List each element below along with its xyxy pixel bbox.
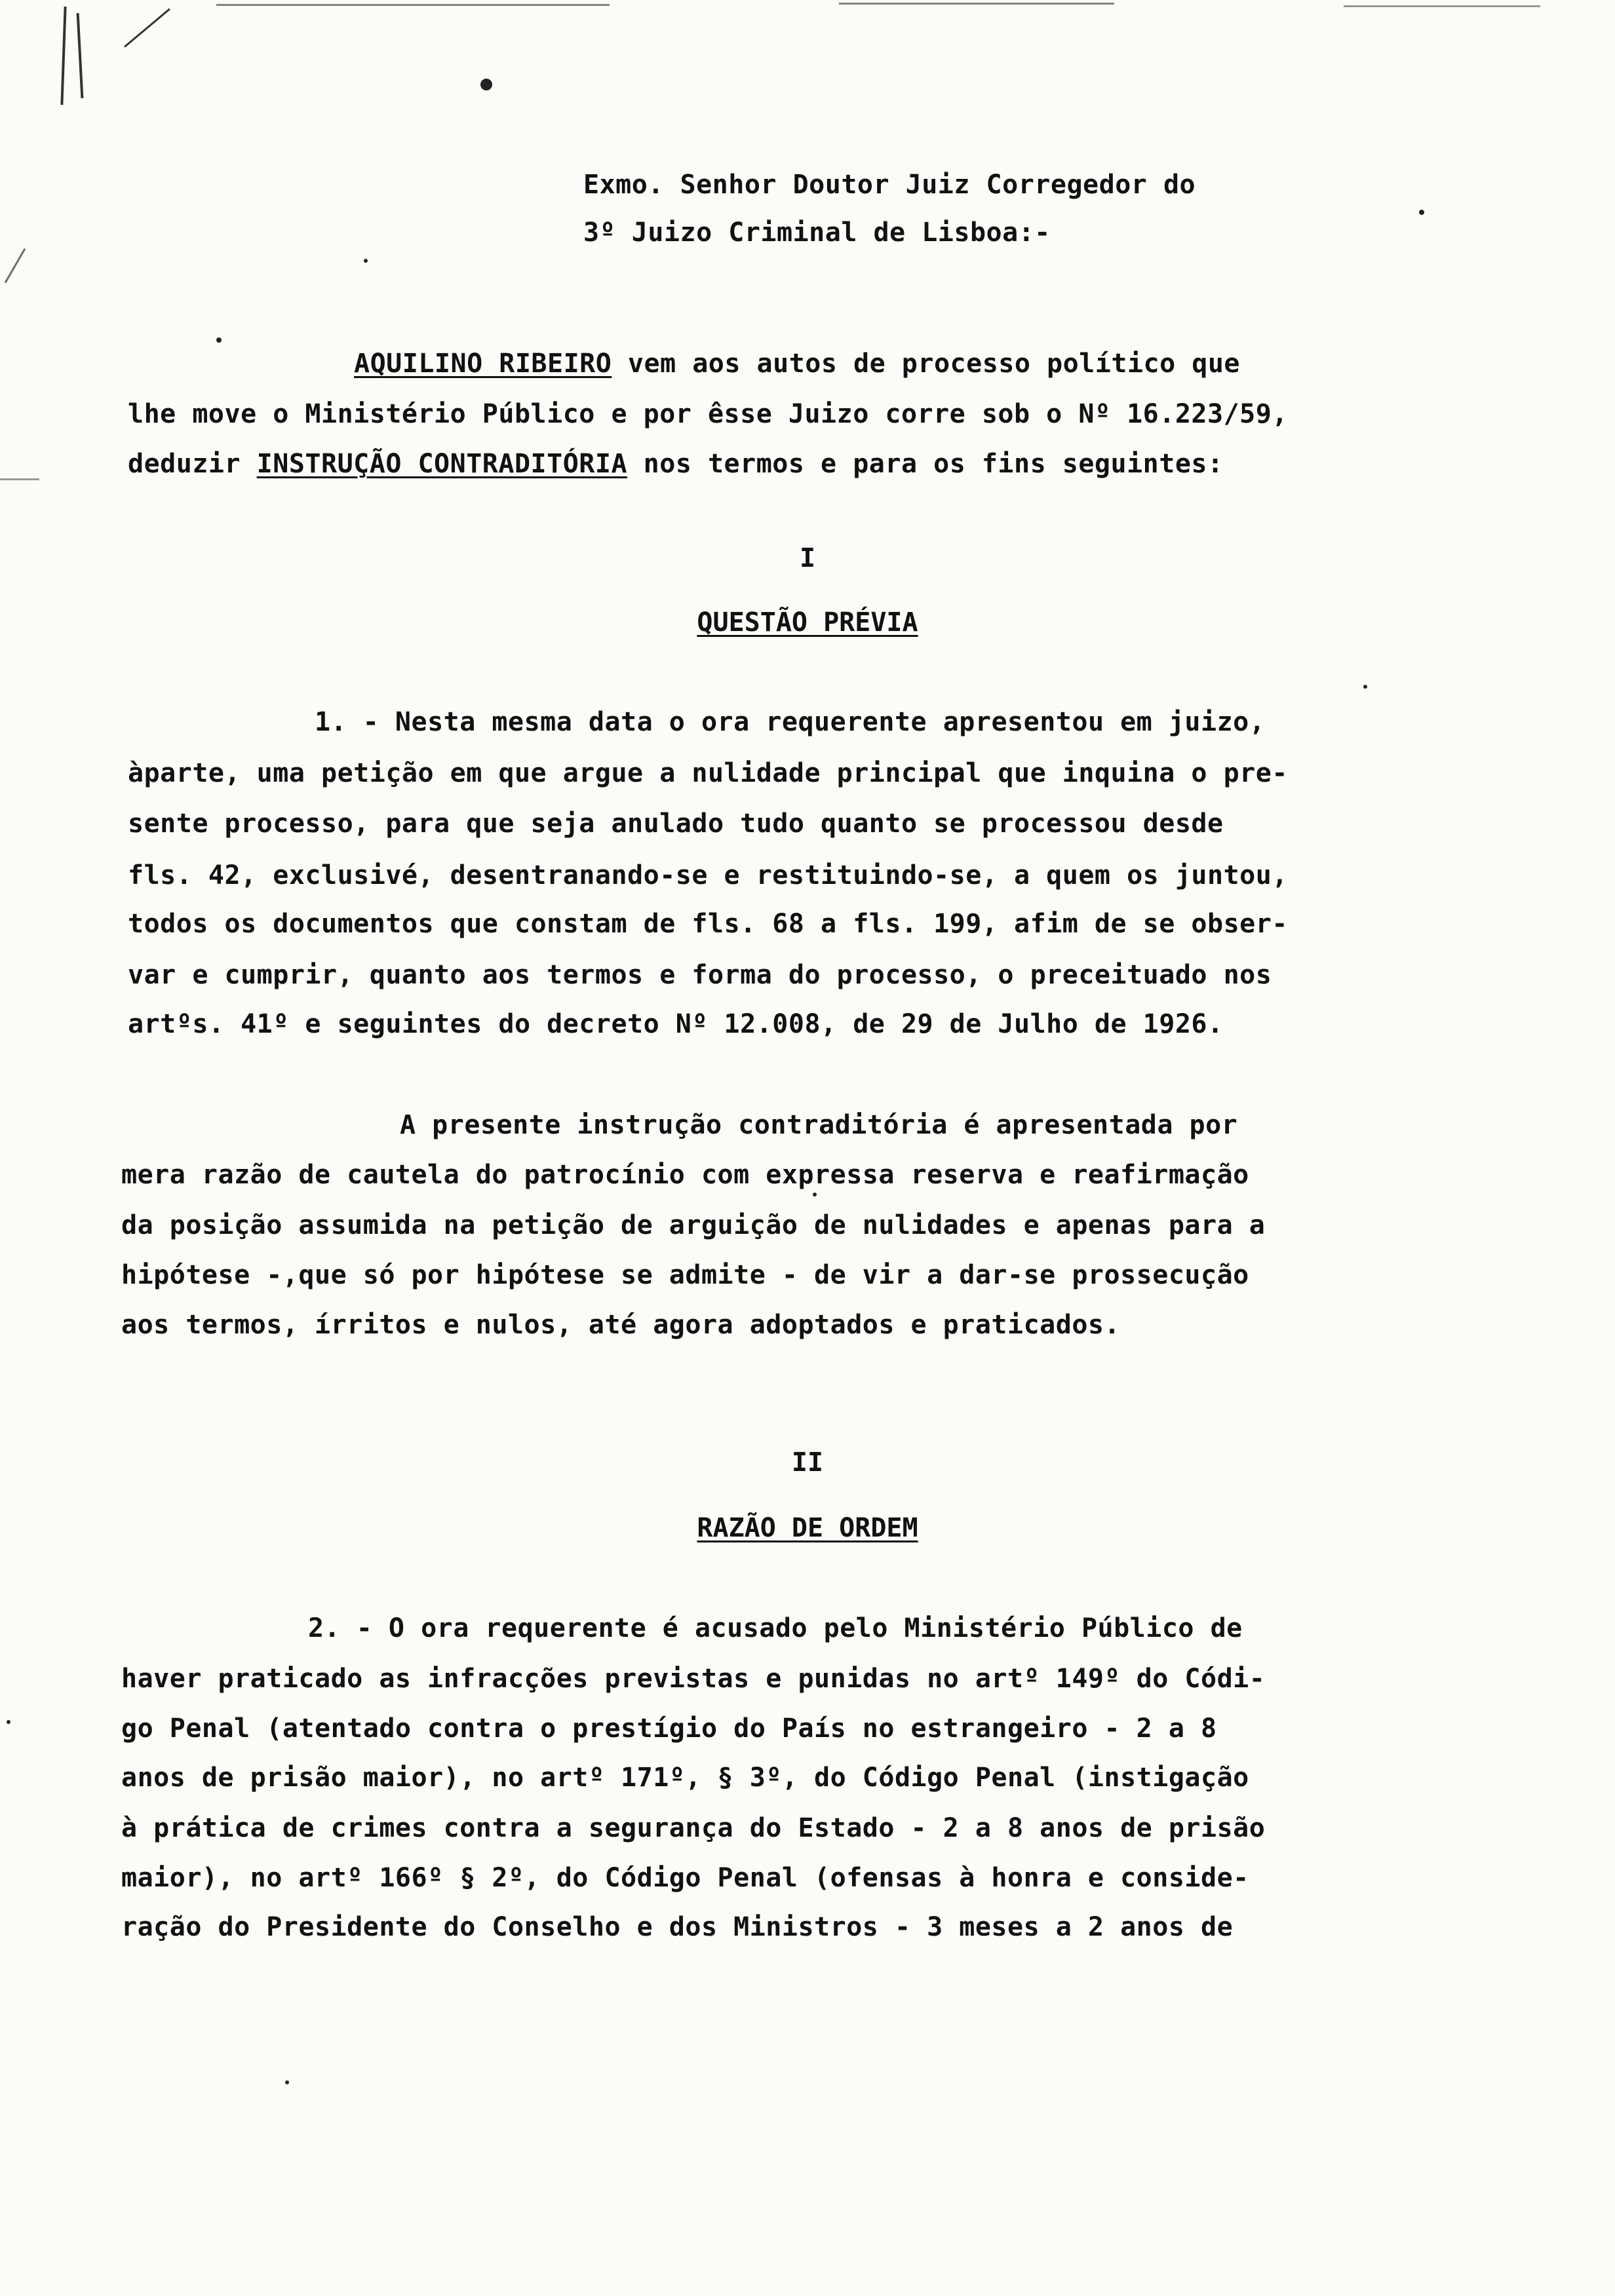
intro-line-1 [354,351,1240,377]
s1-p2-line-4: hipótese -,que só por hipótese se admite - de vir a dar-se prossecução [121,1260,1249,1290]
s2-p1-line-2: haver praticado as infracções previstas e punidas no artº 149º do Códi- [121,1664,1266,1694]
s1-p1-line-2: àparte, uma petição em que argue a nulidade principal que inquina o pre- [128,758,1288,788]
s1-p2-line-1: A presente instrução contraditória é apresentada por [400,1110,1238,1140]
s1-p2-line-3: da posição assumida na petição de arguição de nulidades e apenas para a [121,1210,1266,1240]
section-1-numeral: I [799,543,816,573]
s2-p1-line-1: 2. - O ora requerente é acusado pelo Ministério Público de [308,1613,1243,1643]
s1-p1-line-1: 1. - Nesta mesma data o ora requerente apresentou em juizo, [315,707,1266,737]
intro-line-1-rest: vem aos autos de processo político que [612,349,1241,379]
s2-p1-line-7: ração do Presidente do Conselho e dos Ministros - 3 meses a 2 anos de [121,1912,1234,1942]
s2-p1-line-5: à prática de crimes contra a segurança do Estado - 2 a 8 anos de prisão [121,1813,1266,1843]
instruction-title: INSTRUÇÃO CONTRADITÓRIA [256,449,628,479]
section-2-heading [0,1515,1615,1541]
intro-line-2: lhe move o Ministério Público e por êsse Juizo corre sob o Nº 16.223/59, [128,399,1288,429]
s1-p1-line-3: sente processo, para que seja anulado tudo quanto se processou desde [128,809,1224,839]
intro-line-3 [128,451,1224,477]
section-2-numeral: II [791,1447,824,1478]
s1-p1-line-7: artºs. 41º e seguintes do decreto Nº 12.008, de 29 de Julho de 1926. [128,1009,1224,1039]
s1-p1-line-4: fls. 42, exclusivé, desentranando-se e restituindo-se, a quem os juntou, [128,860,1288,890]
intro-line-3-pre: deduzir [128,449,257,479]
section-1-heading [0,609,1615,636]
s2-p1-line-6: maior), no artº 166º § 2º, do Código Penal (ofensas à honra e conside- [121,1863,1249,1893]
defendant-name: AQUILINO RIBEIRO [354,349,612,379]
section-1-heading-text: QUESTÃO PRÉVIA [697,607,918,638]
section-2-heading-text: RAZÃO DE ORDEM [697,1513,918,1543]
s2-p1-line-3: go Penal (atentado contra o prestígio do País no estrangeiro - 2 a 8 [121,1713,1217,1744]
salutation-line-1: Exmo. Senhor Doutor Juiz Corregedor do [583,170,1196,200]
s1-p2-line-5: aos termos, írritos e nulos, até agora adoptados e praticados. [121,1310,1121,1340]
s2-p1-line-4: anos de prisão maior), no artº 171º, § 3º, do Código Penal (instigação [121,1763,1249,1793]
salutation-line-2: 3º Juizo Criminal de Lisboa:- [583,218,1051,248]
s1-p1-line-5: todos os documentos que constam de fls. 68 a fls. 199, afim de se obser- [128,909,1288,939]
intro-line-3-post: nos termos e para os fins seguintes: [627,449,1224,479]
s1-p2-line-2: mera razão de cautela do patrocínio com expressa reserva e reafirmação [121,1160,1249,1190]
s1-p1-line-6: var e cumprir, quanto aos termos e forma do processo, o preceituado nos [128,960,1272,990]
